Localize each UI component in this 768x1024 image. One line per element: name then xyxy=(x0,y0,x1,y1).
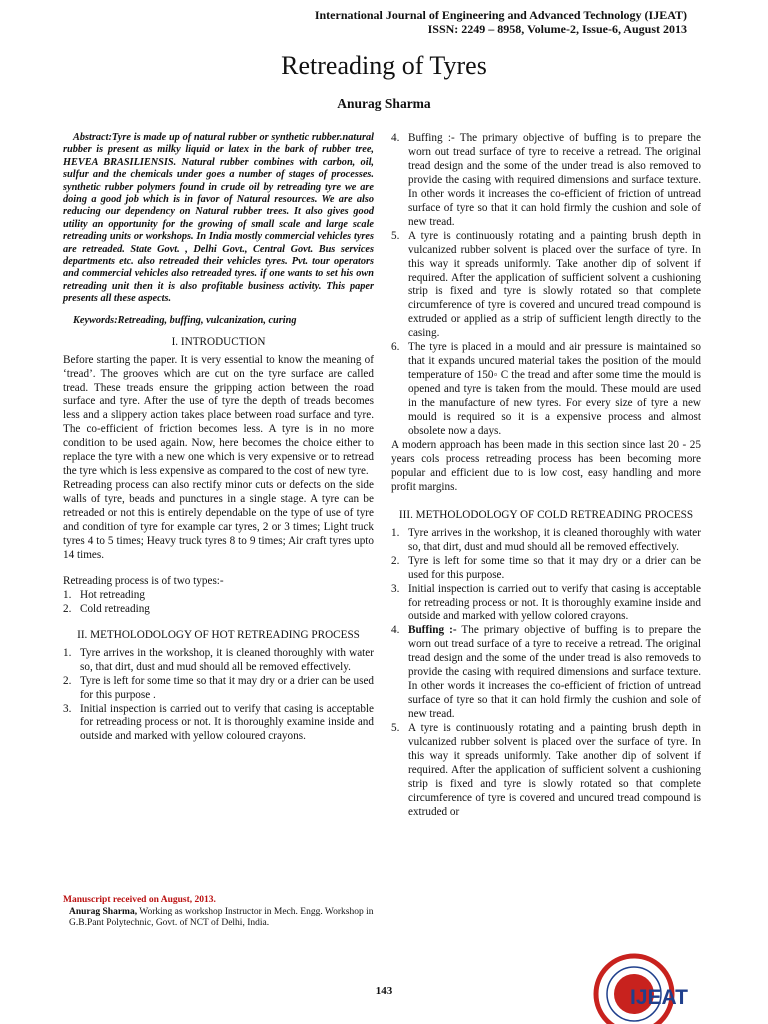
ijeat-logo xyxy=(586,952,706,1024)
journal-issn: ISSN: 2249 – 8958, Volume-2, Issue-6, August 2013 xyxy=(427,22,687,36)
list-item: 1. Hot retreading xyxy=(63,588,145,601)
list-item: 1. Tyre arrives in the workshop, it is cleaned thoroughly with water so, that dirt, dust and mud should all be removed effectively. xyxy=(63,646,374,673)
hot-process-list xyxy=(63,647,374,745)
intro-heading: I. INTRODUCTION xyxy=(171,335,266,348)
hot-heading: II. METHOLODOLOGY OF HOT RETREADING PROCESS xyxy=(77,628,360,641)
list-item: 3. Initial inspection is carried out to verify that casing is acceptable for retreading process or not. It is thoroughly examine inside and outside and marked with yellow coloured crayons. xyxy=(63,702,374,743)
list-item: 5. A tyre is continuously rotating and a painting brush depth in vulcanized rubber solvent is placed over the surface of tyre. In this way it spreads uniformly. Take another dip of solvent if required. After the application of sufficient solvent a cushioning strip is fixed and tyre is slowly rotated so that complete circumference of tyre is covered and uncured tread compound is extruded or xyxy=(391,722,701,818)
logo-text: IJEAT xyxy=(630,986,688,1009)
journal-header xyxy=(315,8,687,36)
list-item: 4. Buffing :- The primary objective of buffing is to prepare the worn out tread surface of a tyre to receive a retread. The original tread design and the some of the under tread is also removeds to provide the casing with required dimensions and surface texture. In other words it increases the co-efficient of friction of untread surface of tyre so that it can hold firmly the cushion and sole of new tread. xyxy=(391,624,701,721)
author-info: Anurag Sharma, Working as workshop Instructor in Mech. Engg. Workshop in G.B.Pant Polytechnic, Govt. of NCT of Delhi, India. xyxy=(69,906,374,928)
list-item: 6. The tyre is placed in a mould and air pressure is maintained so that it expands uncured material takes the position of the mould temperature of 150◦ C the tread and after some time the mould is opened and tyre is taken from the mould. These mould are used in the manufacture of new tyres. For every size of tyre a new mould is required so it is a expensive process and almost obsolete now a days. xyxy=(391,341,701,438)
left-column xyxy=(63,132,374,744)
page-number: 143 xyxy=(375,985,393,997)
types-intro: Retreading process is of two types:- xyxy=(63,574,224,587)
cold-heading: III. METHOLODOLOGY OF COLD RETREADING PROCESS xyxy=(398,508,694,521)
footnote xyxy=(63,895,383,930)
list-item: 5. A tyre is continuously rotating and a painting brush depth in vulcanized rubber solvent is placed over the surface of tyre. In this way it spreads uniformly. Take another dip of solvent if required. After the application of sufficient solvent a cushioning strip is fixed and tyre is slowly rotated so that complete circumference of tyre is covered and uncured tread compound is extruded or applied as a strip of sufficient length directly to the casing. xyxy=(391,229,701,340)
intro-paragraph-1: Before starting the paper. It is very essential to know the meaning of ‘tread’. The grooves which are cut on the tyre surface are called tread. These treads ensure the gripping action between the road surface and tyre. After the use of tyre the depth of treads becomes less and a slippery action takes place between road surface and tyre. The co-efficient of friction becomes less. A tyre is in no more condition to be used again. Now, here becomes the choice either to replace the tyre with a new one which is very expensive or to retread the tyre which is less expensive as compared to the cost of new tyre. xyxy=(63,353,374,478)
cold-process-list xyxy=(391,527,701,820)
hot-process-list-continued xyxy=(391,132,701,439)
list-item: 3. Initial inspection is carried out to verify that casing is acceptable for retreading process or not. It is thoroughly examine inside and outside and marked with yellow colored crayons. xyxy=(391,582,701,623)
abstract: Abstract:Tyre is made up of natural rubber or synthetic rubber.natural rubber is present as milky liquid or latex in the bark of rubber tree, HEVEA BRASILIENSIS. Natural rubber combines with carbon, oil, sulfur and the chemicals under goes a number of stages of processes. synthetic rubber polymers found in crude oil by retreading tyre we are doing a good job which is in favor of Natural resources. We are also reducing our dependency on Natural rubber trees. It also gives good utility an opportunity for the growing of small scale and large scale retreading units or workshops. In India mostly commercial vehicles tyres are retreaded. State Govt. , Delhi Govt., Central Govt. Bus services departments etc. also retreaded their vehicles tyres. Pvt. tour operators and commercial vehicles also retreaded tyres. if one wants to set his own retreading unit then it is also profitable business activity. This paper presents all these aspects. xyxy=(63,132,374,305)
paper-author: Anurag Sharma xyxy=(337,96,431,111)
manuscript-received: Manuscript received on August, 2013. xyxy=(63,895,216,905)
list-item: 1. Tyre arrives in the workshop, it is cleaned thoroughly with water so, that dirt, dust and mud should all be removed effectively. xyxy=(391,526,701,553)
modern-approach-paragraph: A modern approach has been made in this section since last 20 - 25 years cols process retreading process has been becoming more popular and efficient due to is low cost, easy handling and more profit margins. xyxy=(391,438,701,493)
keywords: Keywords:Retreading, buffing, vulcanization, curing xyxy=(73,314,297,326)
right-column xyxy=(391,132,701,820)
list-item: 2. Tyre is left for some time so that it may dry or a drier can be used for this purpose . xyxy=(63,674,374,701)
types-list xyxy=(63,589,374,617)
list-item: 2. Tyre is left for some time so that it may dry or a drier can be used for this purpose. xyxy=(391,554,701,581)
list-item: 4. Buffing :- The primary objective of buffing is to prepare the worn out tread surface of tyre to receive a retread. The original tread design and the some of the under tread is also removed to provide the casing with required dimensions and surface texture. In other words it increases the co-efficient of friction of untread surface of tyre so that it can hold firmly the cushion and sole of new tread. xyxy=(391,132,701,228)
intro-paragraph-2: Retreading process can also rectify minor cuts or defects on the side walls of tyre, beads and punctures in a single stage. A tyre can be retreaded or not this is entirely dependable on the type of use of tyre and condition of tyre for example car tyres, 2 or 3 times; Light truck tyres 4 to 5 times; Heavy truck tyres 8 to 9 times; Air craft tyres upto 14 times. xyxy=(63,479,374,561)
paper-title: Retreading of Tyres xyxy=(281,51,487,80)
journal-name: International Journal of Engineering and Advanced Technology (IJEAT) xyxy=(314,8,687,22)
list-item: 2. Cold retreading xyxy=(63,602,150,615)
